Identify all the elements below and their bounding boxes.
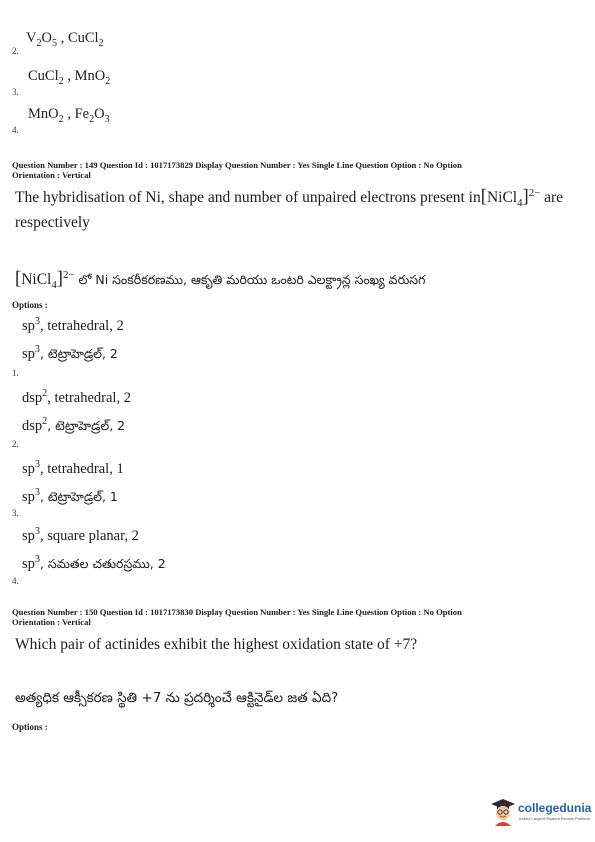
q150-question-text-en: Which pair of actinides exhibit the highest oxidation state of +7?: [15, 636, 418, 653]
q149-option-4-en[interactable]: $sp^3$, square planar, 2: [22, 526, 139, 544]
q149-option-1-number: 1.: [12, 368, 19, 378]
q150-question-text-te: అత్యధిక ఆక్సీకరణ స్థితి +7 ను ప్రదర్శించే ఆక్టినైడ్‌ల జత ఏది?: [15, 690, 339, 706]
q149-option-2-te[interactable]: dsp$^2$, టెట్రాహెడ్రల్, 2: [22, 416, 126, 434]
q149-option-4-te[interactable]: $sp^3$, సమతల చతురస్రము, 2: [22, 554, 166, 572]
q150-meta-line2: Orientation : Vertical: [12, 617, 91, 627]
q150-meta: [12, 607, 462, 627]
q148-option-4-text[interactable]: MnO$_2$ , $Fe_2O_3$: [28, 106, 110, 125]
q149-meta-line1: Question Number : 149 Question Id : 1017173829 Display Question Number : Yes Single Line Question Option : No Option: [12, 160, 462, 170]
collegedunia-logo: [490, 798, 592, 828]
q149-meta: [12, 160, 462, 180]
graduate-mascot-icon: [490, 798, 516, 826]
q148-option-3-text[interactable]: CuCl$_2$ , MnO$_2$: [28, 68, 111, 87]
q148-option-2-text[interactable]: $V_2O_5$ , CuCl$_2$: [26, 30, 104, 49]
q149-option-4-number: 4.: [12, 576, 19, 586]
logo-tagline: India's Largest Student Review Platform: [519, 816, 591, 821]
q150-meta-line1: Question Number : 150 Question Id : 1017173830 Display Question Number : Yes Single Line Question Option : No Option: [12, 607, 462, 617]
q148-option-4-number: 4.: [12, 125, 19, 135]
q149-option-3-number: 3.: [12, 508, 19, 518]
q150-options-label: Options :: [12, 722, 48, 732]
logo-wordmark: collegedunia: [518, 801, 592, 815]
q149-options-label: Options :: [12, 300, 48, 310]
q149-option-2-en[interactable]: dsp$^2$, tetrahedral, 2: [22, 388, 131, 406]
q148-option-2-number: 2.: [12, 46, 19, 56]
q149-question-text-en: The hybridisation of Ni, shape and number of unpaired electrons present in[NiCl$_4$]$^{2-}$ are: [15, 186, 564, 210]
q149-option-3-te[interactable]: $sp^3$, టెట్రాహెడ్రల్, 1: [22, 487, 118, 505]
q149-option-1-te[interactable]: $sp^3$, టెట్రాహెడ్రల్, 2: [22, 344, 118, 362]
q149-option-3-en[interactable]: $sp^3$, tetrahedral, 1: [22, 459, 124, 477]
q149-question-text-en-line2: respectively: [15, 214, 90, 231]
q149-option-2-number: 2.: [12, 439, 19, 449]
q149-question-text-te: [NiCl$_4$]$^{2-}$ లో Ni సంకరీకరణము, ఆకృతి మరియు ఒంటరి ఎలక్ట్రాన్ల సంఖ్య వరుసగ: [15, 268, 426, 292]
q148-option-3-number: 3.: [12, 87, 19, 97]
q149-option-1-en[interactable]: $sp^3$, tetrahedral, 2: [22, 316, 124, 334]
q149-meta-line2: Orientation : Vertical: [12, 170, 91, 180]
